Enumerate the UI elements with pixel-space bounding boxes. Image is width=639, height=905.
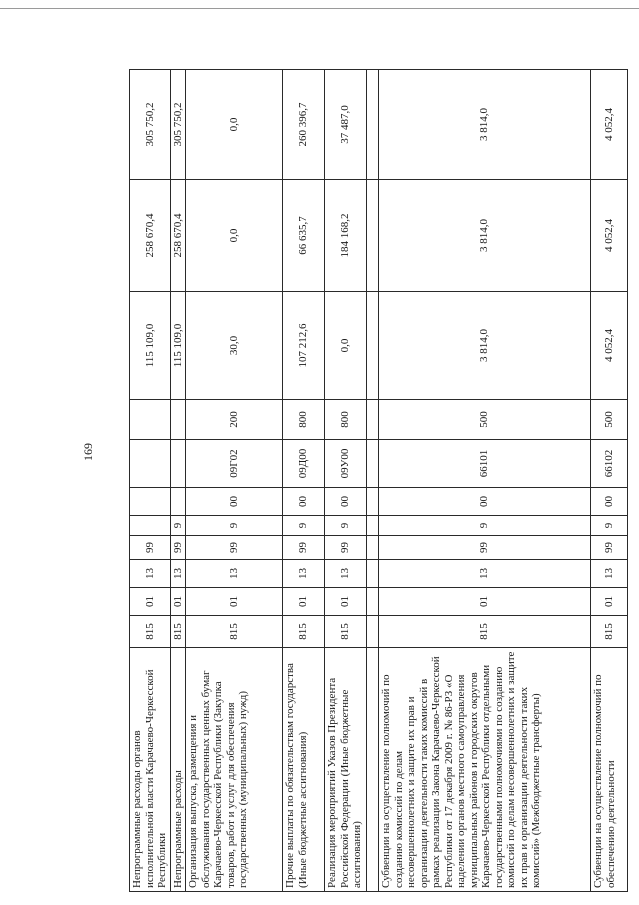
subsection-code: 13 bbox=[130, 560, 171, 588]
expense-type-code: 800 bbox=[325, 400, 367, 440]
ministry-code: 815 bbox=[591, 616, 628, 648]
ministry-code: 815 bbox=[283, 616, 325, 648]
subprogram-code bbox=[130, 516, 171, 536]
row-name: Субвенции на осуществление полномочий по созданию комиссий по делам несовершеннолетних и защите их прав и организации деятельности таких комиссий в рамках реализации Закона Карачаево-Черкесской Республики от 17 декабря 2009 г. № 86-РЗ «О наделении органов местного самоуправления муниципальных районов и городских округов Карачаево-Черкесской Республики отдельными государственными полномочиями по созданию комиссий по делам несовершеннолетних и защите их прав и организации деятельности таких комиссий» (Межбюджетные трансферты) bbox=[379, 648, 591, 892]
row-name: Организация выпуска, размещения и обслуживания государственных ценных бумаг Карачаево-Черкесской Республики (Закупка товаров, работ и услуг для обеспечения государственных (муниципальных) нужд) bbox=[186, 648, 283, 892]
budget-table-rotated bbox=[129, 70, 625, 892]
subprogram-code bbox=[367, 516, 379, 536]
amount-2019: 260 396,7 bbox=[283, 70, 325, 180]
row-name bbox=[367, 648, 379, 892]
budget-table bbox=[129, 69, 628, 892]
amount-2017: 107 212,6 bbox=[283, 292, 325, 400]
section-code: 01 bbox=[170, 588, 186, 616]
table-row bbox=[186, 70, 283, 892]
program-code: 99 bbox=[186, 536, 283, 560]
ministry-code: 815 bbox=[325, 616, 367, 648]
main-event-code: 00 bbox=[325, 488, 367, 516]
subprogram-code: 9 bbox=[325, 516, 367, 536]
main-event-code bbox=[170, 488, 186, 516]
amount-2018: 258 670,4 bbox=[170, 180, 186, 292]
amount-2019: 305 750,2 bbox=[170, 70, 186, 180]
main-event-code: 00 bbox=[379, 488, 591, 516]
ministry-code: 815 bbox=[186, 616, 283, 648]
main-event-code: 00 bbox=[186, 488, 283, 516]
subprogram-code: 9 bbox=[283, 516, 325, 536]
expense-type-code bbox=[170, 400, 186, 440]
subprogram-code: 9 bbox=[379, 516, 591, 536]
table-row bbox=[325, 70, 367, 892]
row-name: Непрограммные расходы органов исполнительной власти Карачаево-Черкесской Республики bbox=[130, 648, 171, 892]
section-code bbox=[367, 588, 379, 616]
expense-type-code: 800 bbox=[283, 400, 325, 440]
subprogram-code: 9 bbox=[170, 516, 186, 536]
section-code: 01 bbox=[130, 588, 171, 616]
main-event-code bbox=[367, 488, 379, 516]
direction-code: 09У00 bbox=[325, 440, 367, 488]
section-code: 01 bbox=[379, 588, 591, 616]
direction-code: 09Г02 bbox=[186, 440, 283, 488]
expense-type-code: 200 bbox=[186, 400, 283, 440]
subsection-code: 13 bbox=[325, 560, 367, 588]
direction-code: 66101 bbox=[379, 440, 591, 488]
amount-2018: 184 168,2 bbox=[325, 180, 367, 292]
page-number: 169 bbox=[81, 443, 95, 461]
program-code: 99 bbox=[283, 536, 325, 560]
program-code: 99 bbox=[325, 536, 367, 560]
row-name: Прочие выплаты по обязательствам государства (Иные бюджетные ассигнования) bbox=[283, 648, 325, 892]
subprogram-code: 9 bbox=[591, 516, 628, 536]
table-row bbox=[591, 70, 628, 892]
direction-code bbox=[367, 440, 379, 488]
amount-2017: 30,0 bbox=[186, 292, 283, 400]
ministry-code: 815 bbox=[379, 616, 591, 648]
amount-2017 bbox=[367, 292, 379, 400]
subsection-code bbox=[367, 560, 379, 588]
table-row bbox=[130, 70, 171, 892]
expense-type-code bbox=[130, 400, 171, 440]
main-event-code: 00 bbox=[283, 488, 325, 516]
section-code: 01 bbox=[591, 588, 628, 616]
subsection-code: 13 bbox=[591, 560, 628, 588]
amount-2018 bbox=[367, 180, 379, 292]
row-name: Реализация мероприятий Указов Президента Российской Федерации (Иные бюджетные ассигнования) bbox=[325, 648, 367, 892]
direction-code: 66102 bbox=[591, 440, 628, 488]
amount-2018: 258 670,4 bbox=[130, 180, 171, 292]
amount-2019: 37 487,0 bbox=[325, 70, 367, 180]
direction-code bbox=[130, 440, 171, 488]
budget-table-container bbox=[129, 70, 625, 892]
ministry-code: 815 bbox=[130, 616, 171, 648]
amount-2019: 305 750,2 bbox=[130, 70, 171, 180]
section-code: 01 bbox=[283, 588, 325, 616]
amount-2017: 3 814,0 bbox=[379, 292, 591, 400]
ministry-code bbox=[367, 616, 379, 648]
table-row bbox=[283, 70, 325, 892]
ministry-code: 815 bbox=[170, 616, 186, 648]
row-name: Непрограммные расходы bbox=[170, 648, 186, 892]
amount-2019: 4 052,4 bbox=[591, 70, 628, 180]
amount-2017: 0,0 bbox=[325, 292, 367, 400]
direction-code bbox=[170, 440, 186, 488]
table-row bbox=[379, 70, 591, 892]
top-rule bbox=[0, 8, 639, 9]
amount-2018: 66 635,7 bbox=[283, 180, 325, 292]
amount-2019: 3 814,0 bbox=[379, 70, 591, 180]
subsection-code: 13 bbox=[379, 560, 591, 588]
expense-type-code: 500 bbox=[379, 400, 591, 440]
table-row bbox=[367, 70, 379, 892]
amount-2019: 0,0 bbox=[186, 70, 283, 180]
program-code: 99 bbox=[170, 536, 186, 560]
amount-2018: 0,0 bbox=[186, 180, 283, 292]
direction-code: 09Д00 bbox=[283, 440, 325, 488]
amount-2017: 4 052,4 bbox=[591, 292, 628, 400]
amount-2019 bbox=[367, 70, 379, 180]
row-name: Субвенции на осуществление полномочий по обеспечению деятельности bbox=[591, 648, 628, 892]
amount-2018: 3 814,0 bbox=[379, 180, 591, 292]
program-code bbox=[367, 536, 379, 560]
section-code: 01 bbox=[325, 588, 367, 616]
expense-type-code: 500 bbox=[591, 400, 628, 440]
program-code: 99 bbox=[130, 536, 171, 560]
program-code: 99 bbox=[591, 536, 628, 560]
table-row bbox=[170, 70, 186, 892]
amount-2018: 4 052,4 bbox=[591, 180, 628, 292]
subsection-code: 13 bbox=[186, 560, 283, 588]
section-code: 01 bbox=[186, 588, 283, 616]
program-code: 99 bbox=[379, 536, 591, 560]
subsection-code: 13 bbox=[170, 560, 186, 588]
main-event-code bbox=[130, 488, 171, 516]
subsection-code: 13 bbox=[283, 560, 325, 588]
amount-2017: 115 109,0 bbox=[170, 292, 186, 400]
subprogram-code: 9 bbox=[186, 516, 283, 536]
amount-2017: 115 109,0 bbox=[130, 292, 171, 400]
main-event-code: 00 bbox=[591, 488, 628, 516]
expense-type-code bbox=[367, 400, 379, 440]
